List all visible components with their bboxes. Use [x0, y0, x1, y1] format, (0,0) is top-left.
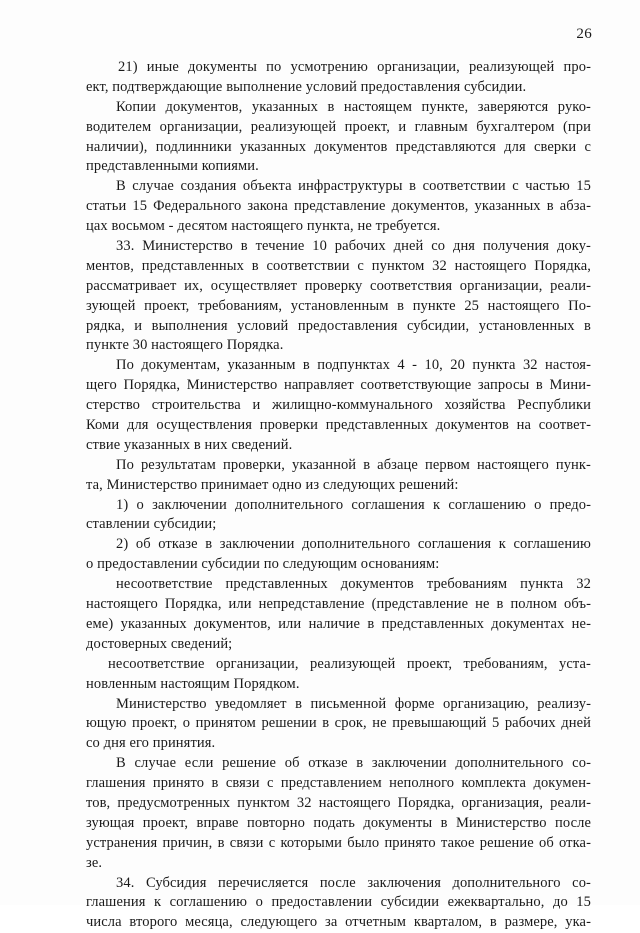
text-line: ставлении субсидии;: [86, 516, 217, 533]
text-line: В случае если решение об отказе в заключении дополнительного со-: [116, 755, 591, 772]
text-line: устранения причин, в связи с которыми было принято такое решение об отка-: [86, 834, 591, 851]
text-line: со дня его принятия.: [86, 735, 216, 752]
text-line: несоответствие организации, реализующей проект, требованиям, уста-: [108, 655, 591, 672]
paragraph-decision-2: [86, 535, 591, 575]
text-line: водителем организации, реализующей проект, и главным бухгалтером (при: [86, 118, 591, 135]
text-line: ствие указанных в них сведений.: [86, 436, 293, 453]
paragraph-item-34: [86, 874, 591, 933]
paragraph-results: [86, 456, 591, 496]
text-line: глашения к соглашению о предоставлении субсидии ежеквартально, до 15: [86, 894, 591, 911]
text-line: По результатам проверки, указанной в абзаце первом настоящего пунк-: [116, 456, 591, 473]
paragraph-decision-1: [86, 496, 591, 536]
text-line: пункте 30 настоящего Порядка.: [86, 337, 284, 354]
text-line: 34. Субсидия перечисляется после заключения дополнительного со-: [116, 874, 591, 891]
text-line: ментов, представленных в соответствии с пунктом 32 настоящего Порядка,: [86, 257, 591, 274]
document-body: [86, 58, 591, 933]
text-line: та, Министерство принимает одно из следующих решений:: [86, 476, 459, 493]
paragraph-ground-1: [86, 575, 591, 655]
text-line: статьи 15 Федерального закона представление документов, указанных в абза-: [86, 198, 591, 215]
text-line: 33. Министерство в течение 10 рабочих дней со дня получения доку-: [116, 238, 591, 255]
text-line: щего Порядка, Министерство направляет соответствующие запросы в Мини-: [86, 377, 591, 394]
text-line: Коми для осуществления проверки представленных документов на соответ-: [86, 417, 591, 434]
text-line: тов, предусмотренных пунктом 32 настоящего Порядка, организация, реали-: [86, 794, 591, 811]
text-line: цах восьмом - десятом настоящего пункта, не требуется.: [86, 218, 441, 235]
text-line: 2) об отказе в заключении дополнительного соглашения к соглашению: [116, 536, 591, 553]
paragraph-requests: [86, 356, 591, 455]
page-number: 26: [576, 26, 592, 42]
text-line: еме) указанных документов, или наличие в представленных документах не-: [86, 615, 591, 632]
text-line: Министерство уведомляет в письменной форме организацию, реализу-: [116, 695, 591, 712]
text-line: числа второго месяца, следующего за отчетным кварталом, в размере, ука-: [86, 914, 591, 931]
text-line: глашения принято в связи с представлением неполного комплекта докумен-: [86, 775, 591, 792]
text-line: ющую проект, о принятом решении в срок, не превышающий 5 рабочих дней: [86, 715, 591, 732]
paragraph-ground-2: [86, 655, 591, 695]
text-line: несоответствие представленных документов требованиям пункта 32: [116, 576, 591, 593]
text-line: зе.: [86, 854, 103, 871]
text-line: новленным настоящим Порядком.: [86, 675, 300, 692]
text-line: 21) иные документы по усмотрению организации, реализующей про-: [118, 59, 591, 75]
paragraph-refusal: [86, 754, 591, 873]
paragraph-copies: [86, 98, 591, 178]
text-line: По документам, указанным в подпунктах 4 - 10, 20 пункта 32 настоя-: [116, 357, 591, 374]
text-line: стерство строительства и жилищно-коммунального хозяйства Республики: [86, 397, 591, 414]
paragraph-item-33: [86, 237, 591, 356]
paragraph-notify: [86, 695, 591, 755]
paragraph-infrastructure: [86, 177, 591, 237]
text-line: о предоставлении субсидии по следующим основаниям:: [86, 556, 440, 573]
text-line: рассматривает их, осуществляет проверку соответствия организации, реали-: [86, 277, 591, 294]
text-line: достоверных сведений;: [86, 635, 233, 652]
text-line: рядка, и выполнения условий предоставления субсидии, установленных в: [86, 317, 591, 334]
text-line: 1) о заключении дополнительного соглашения к соглашению о предо-: [116, 496, 591, 513]
text-line: представленными копиями.: [86, 158, 259, 175]
text-line: настоящего Порядка, или непредставление (представление не в полном объ-: [86, 596, 591, 613]
text-line: зующая проект, вправе повторно подать документы в Министерство после: [86, 814, 591, 831]
text-line: Копии документов, указанных в настоящем пункте, заверяются руко-: [116, 98, 591, 115]
text-line: зующей проект, требованиям, установленным в пункте 25 настоящего По-: [86, 297, 591, 314]
text-line: ект, подтверждающие выполнение условий предоставления субсидии.: [86, 78, 527, 95]
text-line: наличии), подлинники указанных документов представляются для сверки с: [86, 138, 591, 155]
text-line: В случае создания объекта инфраструктуры в соответствии с частью 15: [116, 178, 591, 195]
paragraph-item-21: [86, 58, 591, 98]
